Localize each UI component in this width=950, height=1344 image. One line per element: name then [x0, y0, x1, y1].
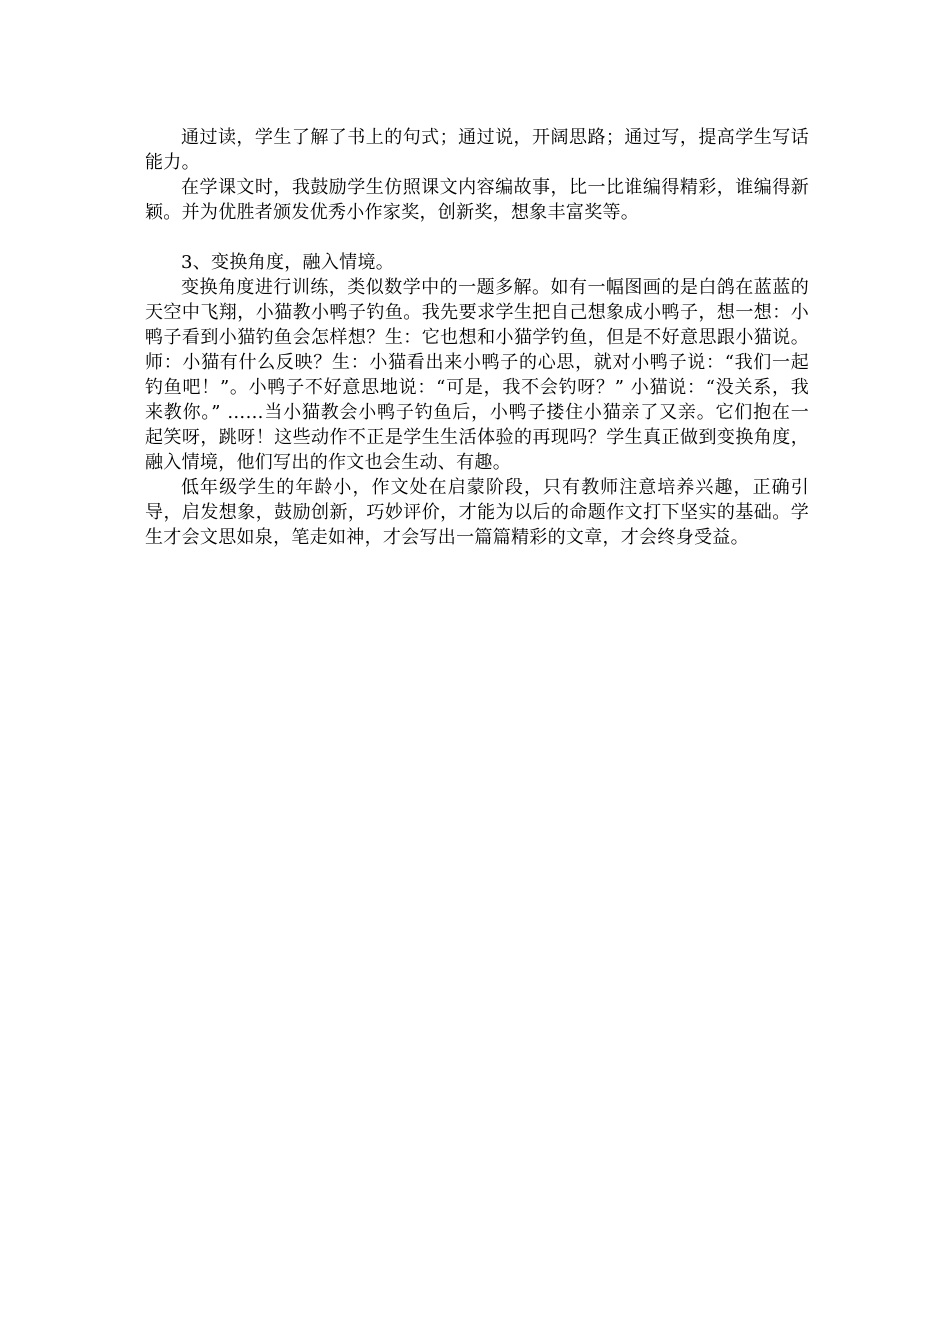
paragraph-perspective-example: 变换角度进行训练，类似数学中的一题多解。如有一幅图画的是白鸽在蓝蓝的天空中飞翔，小猫教小鸭子钓鱼。我先要求学生把自己想象成小鸭子，想一想：小鸭子看到小猫钓鱼会怎样想？生：它也想和小猫学钓鱼，但是不好意思跟小猫说。师：小猫有什么反映？生：小猫看出来小鸭子的心思，就对小鸭子说：“我们一起钓鱼吧！”。小鸭子不好意思地说：“可是，我不会钓呀？” 小猫说：“没关系，我来教你。” ……当小猫教会小鸭子钓鱼后，小鸭子搂住小猫亲了又亲。它们抱在一起笑呀，跳呀！这些动作不正是学生生活体验的再现吗？学生真正做到变换角度，融入情境，他们写出的作文也会生动、有趣。: [145, 277, 809, 473]
paragraph-spacer: [145, 225, 809, 250]
document-page: [145, 125, 809, 550]
paragraph-reading-speaking-writing: 通过读，学生了解了书上的句式；通过说，开阔思路；通过写，提高学生写话能力。: [145, 127, 809, 173]
paragraph-story-writing-awards: 在学课文时，我鼓励学生仿照课文内容编故事，比一比谁编得精彩，谁编得新颖。并为优胜者颁发优秀小作家奖，创新奖，想象丰富奖等。: [145, 177, 809, 223]
section-heading-change-perspective: 3、变换角度，融入情境。: [181, 252, 395, 273]
paragraph-conclusion: 低年级学生的年龄小，作文处在启蒙阶段，只有教师注意培养兴趣，正确引导，启发想象，鼓励创新，巧妙评价，才能为以后的命题作文打下坚实的基础。学生才会文思如泉，笔走如神，才会写出一篇篇精彩的文章，才会终身受益。: [145, 477, 809, 548]
